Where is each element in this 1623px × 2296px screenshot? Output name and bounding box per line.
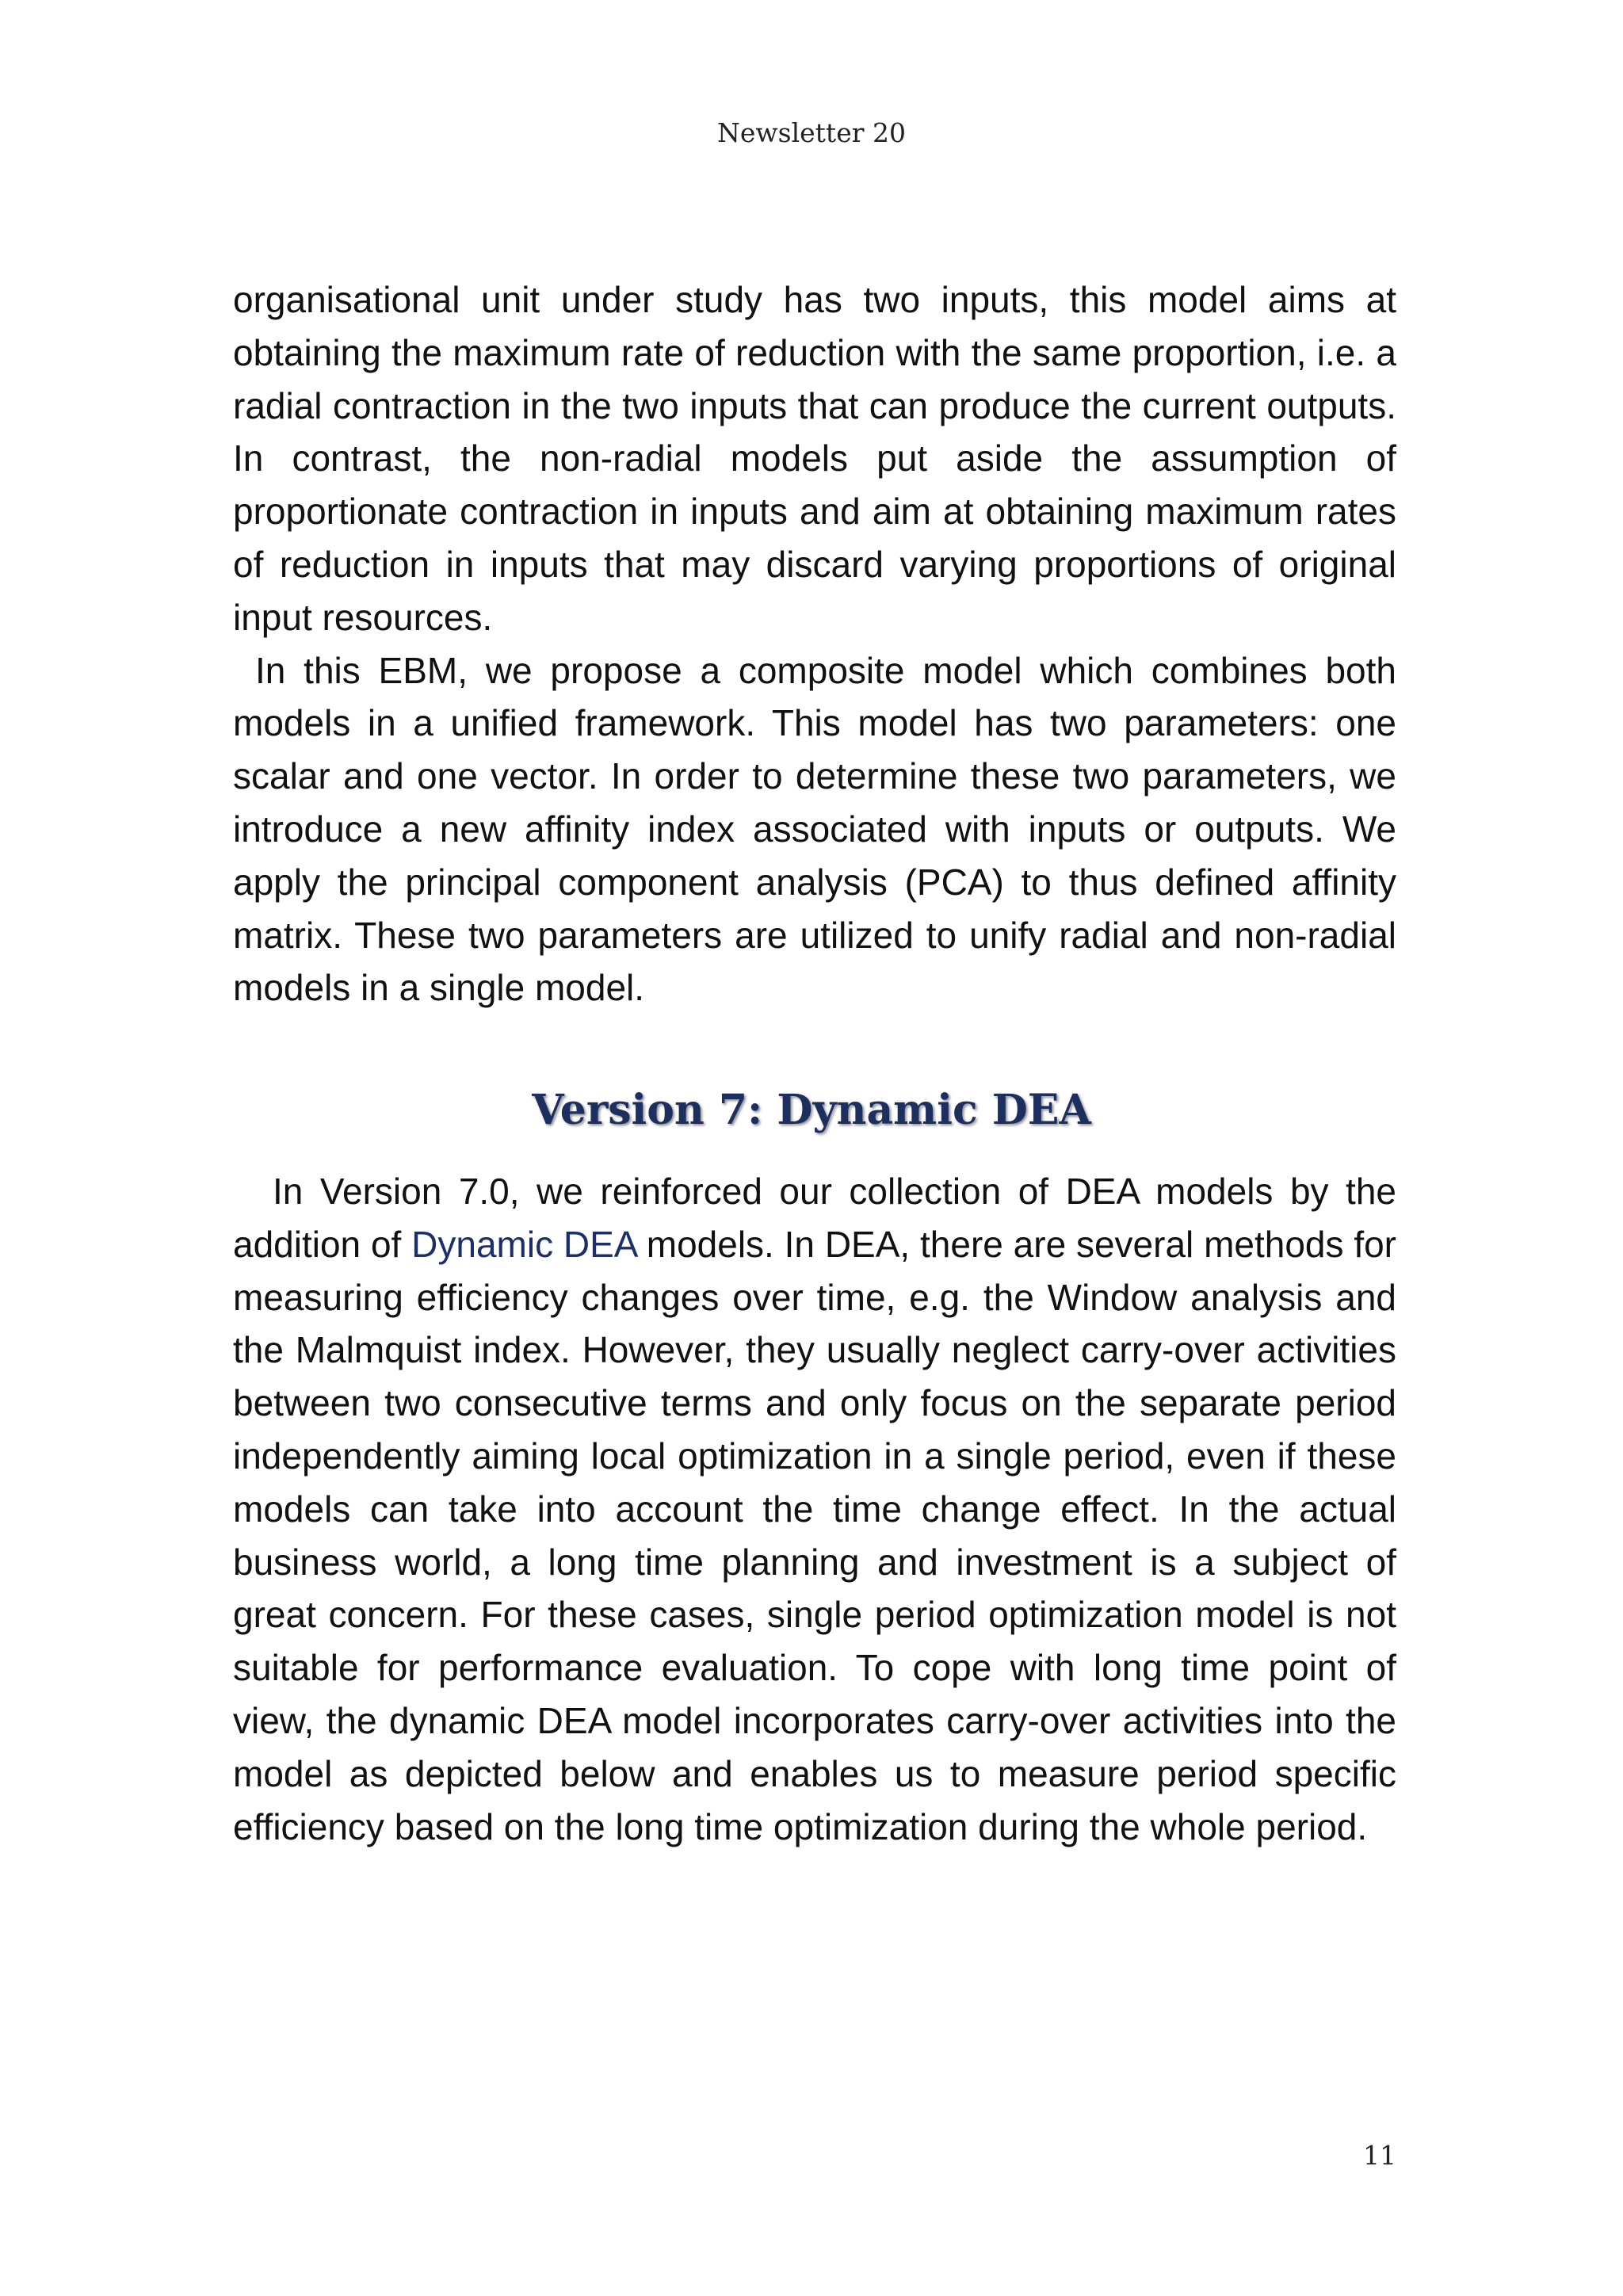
paragraph-dynamic-dea-prefix: In Version 7.0, we reinforced our collection of DEA models by the addition of <box>233 1171 1396 1265</box>
section-heading-dynamic-dea: Version 7: Dynamic DEA <box>532 1086 1091 1134</box>
dynamic-dea-link[interactable]: Dynamic DEA <box>411 1223 636 1265</box>
running-header: Newsletter 20 <box>717 117 906 148</box>
page-number: 11 <box>1363 2140 1396 2171</box>
dynamic-dea-text-block <box>233 1165 1396 1853</box>
intro-text-block <box>233 273 1396 1014</box>
paragraph-dynamic-dea <box>233 1165 1396 1853</box>
paragraph-dynamic-dea-suffix: models. In DEA, there are several methods for measuring efficiency changes over time, e.g. the Window analysis and the Malmquist index. However, they usually neglect carry-over activities between two consecutive terms and only focus on the separate period independently aiming local optimization in a single period, even if these models can take into account the time change effect. In the actual business world, a long time planning and investment is a subject of great concern. For these cases, single period optimization model is not suitable for performance evaluation. To cope with long time point of view, the dynamic DEA model incorporates carry-over activities into the model as depicted below and enables us to measure period specific efficiency based on the long time optimization during the whole period. <box>233 1223 1397 1847</box>
paragraph-radial-models: organisational unit under study has two inputs, this model aims at obtaining the maximum rate of reduction with the same proportion, i.e. a radial contraction in the two inputs that can produce the current outputs. In contrast, the non-radial models put aside the assumption of proportionate contraction in inputs and aim at obtaining maximum rates of reduction in inputs that may discard varying proportions of original input resources. <box>233 279 1396 638</box>
paragraph-ebm-composite: In this EBM, we propose a composite model which combines both models in a unified framework. This model has two parameters: one scalar and one vector. In order to determine these two parameters, we introduce a new affinity index associated with inputs or outputs. We apply the principal component analysis (PCA) to thus defined affinity matrix. These two parameters are utilized to unify radial and non-radial models in a single model. <box>233 649 1396 1009</box>
